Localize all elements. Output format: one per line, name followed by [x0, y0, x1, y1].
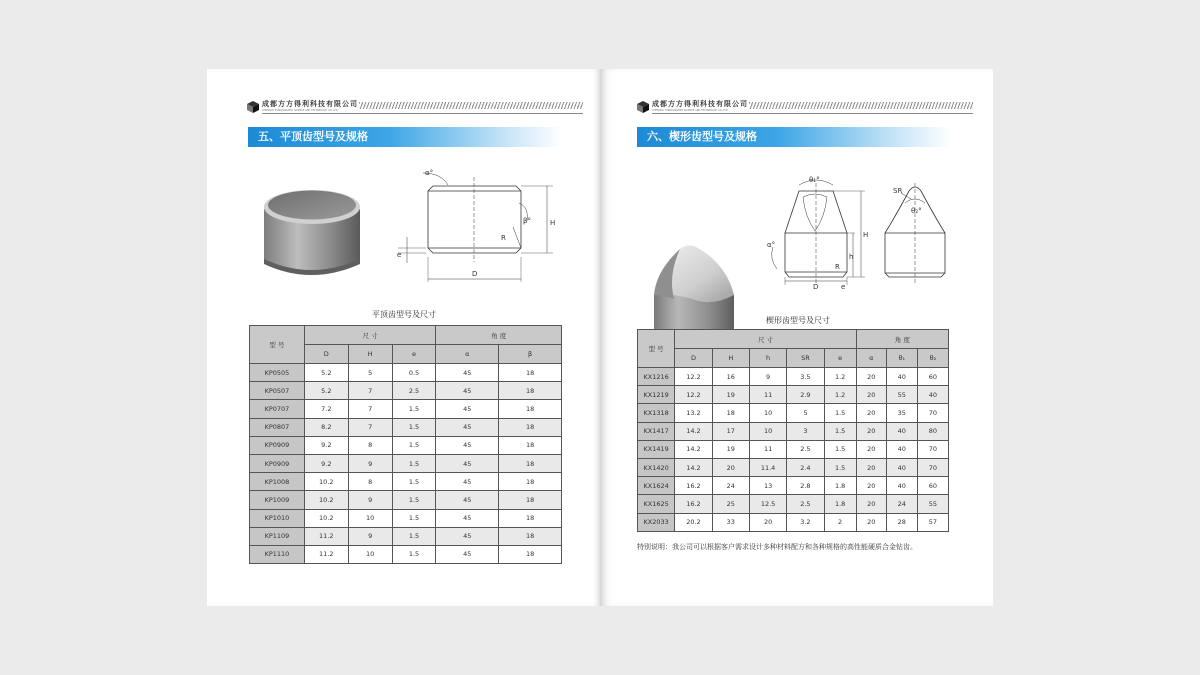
value-cell: 70	[917, 440, 948, 458]
value-cell: 1.8	[824, 495, 856, 513]
value-cell: 1.5	[392, 527, 436, 545]
value-cell: 14.2	[675, 422, 712, 440]
value-cell: 55	[886, 386, 917, 404]
table-caption: 平顶齿型号及尺寸	[372, 310, 436, 319]
value-cell: 1.5	[824, 422, 856, 440]
model-cell: KP1010	[250, 509, 305, 527]
value-cell: 1.5	[392, 509, 436, 527]
value-cell: 13.2	[675, 404, 712, 422]
value-cell: 2.9	[787, 386, 824, 404]
value-cell: 18	[499, 509, 562, 527]
value-cell: 11.2	[304, 545, 348, 563]
table-row	[250, 473, 562, 491]
value-cell: 9	[348, 491, 392, 509]
value-cell: 18	[499, 382, 562, 400]
value-cell: 20.2	[675, 513, 712, 531]
table-row	[638, 368, 949, 386]
value-cell: 19	[712, 440, 749, 458]
value-cell: 80	[917, 422, 948, 440]
model-cell: KP0507	[250, 382, 305, 400]
value-cell: 20	[749, 513, 786, 531]
label-h: H	[550, 219, 556, 227]
value-cell: 10	[749, 422, 786, 440]
section-title: 六、楔形齿型号及规格	[637, 127, 951, 147]
company-logo-icon	[637, 101, 649, 113]
table-row	[250, 491, 562, 509]
value-cell: 45	[436, 473, 499, 491]
value-cell: 18	[499, 527, 562, 545]
value-cell: 18	[712, 404, 749, 422]
model-cell: KX1420	[638, 458, 675, 476]
value-cell: 10	[749, 404, 786, 422]
table-row	[638, 458, 949, 476]
value-cell: 7	[348, 400, 392, 418]
model-cell: KX2033	[638, 513, 675, 531]
model-cell: KX1419	[638, 440, 675, 458]
value-cell: 3	[787, 422, 824, 440]
value-cell: 1.5	[392, 473, 436, 491]
column-header: e	[392, 345, 436, 364]
value-cell: 0.5	[392, 364, 436, 382]
value-cell: 20	[856, 495, 886, 513]
angle-header: 角 度	[856, 330, 948, 349]
model-cell: KX1417	[638, 422, 675, 440]
value-cell: 20	[856, 386, 886, 404]
value-cell: 14.2	[675, 440, 712, 458]
size-header: 尺 寸	[675, 330, 856, 349]
value-cell: 45	[436, 527, 499, 545]
value-cell: 20	[712, 458, 749, 476]
value-cell: 11.2	[304, 527, 348, 545]
label-beta: β°	[523, 217, 531, 225]
table-row	[638, 422, 949, 440]
value-cell: 20	[856, 422, 886, 440]
table-caption: 楔形齿型号及尺寸	[766, 316, 830, 325]
label-e: e	[397, 251, 402, 259]
value-cell: 1.5	[392, 436, 436, 454]
value-cell: 25	[712, 495, 749, 513]
value-cell: 1.5	[392, 491, 436, 509]
wedge-technical-drawing	[765, 173, 985, 293]
value-cell: 5.2	[304, 364, 348, 382]
table-row	[250, 545, 562, 563]
column-header: β	[499, 345, 562, 364]
value-cell: 18	[499, 418, 562, 436]
model-cell: KP1009	[250, 491, 305, 509]
value-cell: 18	[499, 364, 562, 382]
value-cell: 2.5	[787, 495, 824, 513]
flat-top-spec-table	[249, 325, 562, 564]
value-cell: 2	[824, 513, 856, 531]
value-cell: 14.2	[675, 458, 712, 476]
model-header: 型 号	[638, 330, 675, 368]
value-cell: 40	[917, 386, 948, 404]
column-header: α	[856, 349, 886, 368]
table-row	[638, 440, 949, 458]
column-header: e	[824, 349, 856, 368]
label-theta1: θ₁°	[809, 176, 820, 184]
value-cell: 40	[886, 458, 917, 476]
company-name-en: CHENGDU FANGFANGDELI SCIENCE AND TECHNOLOGY CO.,LTD	[262, 109, 338, 112]
page-header	[247, 100, 583, 114]
column-header: α	[436, 345, 499, 364]
model-cell: KP1008	[250, 473, 305, 491]
value-cell: 9	[348, 527, 392, 545]
value-cell: 2.8	[787, 477, 824, 495]
company-logo-icon	[247, 101, 259, 113]
label-r: R	[501, 234, 506, 242]
size-header: 尺 寸	[304, 326, 436, 345]
table-row	[638, 477, 949, 495]
value-cell: 12.2	[675, 368, 712, 386]
value-cell: 70	[917, 404, 948, 422]
table-row	[250, 418, 562, 436]
model-cell: KX1624	[638, 477, 675, 495]
value-cell: 20	[856, 477, 886, 495]
value-cell: 10	[348, 509, 392, 527]
value-cell: 40	[886, 368, 917, 386]
model-cell: KP0909	[250, 454, 305, 472]
label-d: D	[472, 270, 478, 278]
value-cell: 16.2	[675, 495, 712, 513]
company-name: 成都方方得利科技有限公司	[262, 100, 358, 108]
angle-header: 角 度	[436, 326, 562, 345]
label-h-big: H	[863, 231, 869, 239]
table-row	[638, 495, 949, 513]
label-alpha: α°	[425, 169, 434, 177]
value-cell: 8.2	[304, 418, 348, 436]
value-cell: 7.2	[304, 400, 348, 418]
column-header: SR	[787, 349, 824, 368]
value-cell: 45	[436, 509, 499, 527]
value-cell: 17	[712, 422, 749, 440]
model-cell: KP0909	[250, 436, 305, 454]
label-alpha: α°	[767, 241, 776, 249]
column-header: D	[304, 345, 348, 364]
value-cell: 45	[436, 382, 499, 400]
value-cell: 11.4	[749, 458, 786, 476]
value-cell: 60	[917, 477, 948, 495]
value-cell: 13	[749, 477, 786, 495]
value-cell: 8	[348, 473, 392, 491]
value-cell: 18	[499, 473, 562, 491]
value-cell: 45	[436, 454, 499, 472]
section-title: 五、平顶齿型号及规格	[248, 127, 562, 147]
header-hatch	[749, 102, 973, 109]
value-cell: 18	[499, 454, 562, 472]
table-row	[250, 400, 562, 418]
label-d: D	[813, 283, 819, 291]
company-name: 成都方方得利科技有限公司	[652, 100, 748, 108]
value-cell: 45	[436, 400, 499, 418]
value-cell: 45	[436, 418, 499, 436]
model-cell: KX1219	[638, 386, 675, 404]
model-cell: KX1625	[638, 495, 675, 513]
value-cell: 8	[348, 436, 392, 454]
value-cell: 18	[499, 400, 562, 418]
model-cell: KP1109	[250, 527, 305, 545]
value-cell: 40	[886, 422, 917, 440]
value-cell: 19	[712, 386, 749, 404]
value-cell: 1.5	[824, 458, 856, 476]
model-cell: KP0707	[250, 400, 305, 418]
value-cell: 20	[856, 458, 886, 476]
value-cell: 5	[787, 404, 824, 422]
value-cell: 18	[499, 491, 562, 509]
value-cell: 16	[712, 368, 749, 386]
value-cell: 10.2	[304, 509, 348, 527]
value-cell: 3.5	[787, 368, 824, 386]
right-page	[600, 69, 993, 606]
value-cell: 9.2	[304, 454, 348, 472]
column-header: θ₂	[917, 349, 948, 368]
value-cell: 20	[856, 368, 886, 386]
value-cell: 10.2	[304, 491, 348, 509]
label-theta2: θ₂°	[911, 207, 922, 215]
value-cell: 1.5	[392, 400, 436, 418]
value-cell: 70	[917, 458, 948, 476]
model-cell: KP0505	[250, 364, 305, 382]
header-rule	[652, 113, 973, 114]
label-e: e	[841, 283, 846, 291]
table-row	[250, 364, 562, 382]
value-cell: 18	[499, 436, 562, 454]
value-cell: 20	[856, 404, 886, 422]
value-cell: 35	[886, 404, 917, 422]
value-cell: 24	[886, 495, 917, 513]
value-cell: 10	[348, 545, 392, 563]
value-cell: 3.2	[787, 513, 824, 531]
value-cell: 5.2	[304, 382, 348, 400]
value-cell: 55	[917, 495, 948, 513]
table-row	[638, 404, 949, 422]
value-cell: 11	[749, 440, 786, 458]
value-cell: 11	[749, 386, 786, 404]
value-cell: 16.2	[675, 477, 712, 495]
value-cell: 20	[856, 440, 886, 458]
value-cell: 28	[886, 513, 917, 531]
value-cell: 7	[348, 382, 392, 400]
table-row	[638, 513, 949, 531]
special-note: 特别说明：我公司可以根据客户需求设计多种材料配方和各种规格的高性能硬质合金钻齿。	[637, 543, 917, 551]
value-cell: 12.5	[749, 495, 786, 513]
model-cell: KX1216	[638, 368, 675, 386]
column-header: θ₁	[886, 349, 917, 368]
table-row	[250, 454, 562, 472]
column-header: H	[348, 345, 392, 364]
value-cell: 9	[749, 368, 786, 386]
flat-top-technical-drawing	[393, 167, 563, 287]
value-cell: 60	[917, 368, 948, 386]
wedge-spec-table	[637, 329, 949, 532]
column-header: H	[712, 349, 749, 368]
value-cell: 45	[436, 436, 499, 454]
table-row	[638, 386, 949, 404]
label-r: R	[835, 263, 840, 271]
value-cell: 33	[712, 513, 749, 531]
company-name-en: CHENGDU FANGFANGDELI SCIENCE AND TECHNOLOGY CO.,LTD	[652, 109, 728, 112]
value-cell: 1.5	[392, 545, 436, 563]
model-header: 型 号	[250, 326, 305, 364]
value-cell: 1.5	[824, 440, 856, 458]
table-row	[250, 509, 562, 527]
value-cell: 5	[348, 364, 392, 382]
value-cell: 40	[886, 477, 917, 495]
value-cell: 2.4	[787, 458, 824, 476]
value-cell: 40	[886, 440, 917, 458]
value-cell: 1.2	[824, 386, 856, 404]
model-cell: KP1110	[250, 545, 305, 563]
left-page	[207, 69, 600, 606]
value-cell: 12.2	[675, 386, 712, 404]
value-cell: 20	[856, 513, 886, 531]
flat-top-button-image	[259, 185, 365, 285]
value-cell: 9	[348, 454, 392, 472]
value-cell: 1.5	[824, 404, 856, 422]
value-cell: 45	[436, 491, 499, 509]
header-rule	[262, 113, 583, 114]
value-cell: 57	[917, 513, 948, 531]
table-row	[250, 436, 562, 454]
model-cell: KP0807	[250, 418, 305, 436]
value-cell: 45	[436, 545, 499, 563]
value-cell: 24	[712, 477, 749, 495]
table-row	[250, 527, 562, 545]
label-h: h	[849, 253, 854, 261]
value-cell: 2.5	[392, 382, 436, 400]
page-header	[637, 100, 973, 114]
header-hatch	[359, 102, 583, 109]
value-cell: 1.5	[392, 454, 436, 472]
model-cell: KX1318	[638, 404, 675, 422]
value-cell: 10.2	[304, 473, 348, 491]
value-cell: 2.5	[787, 440, 824, 458]
label-sr: SR	[893, 187, 903, 195]
value-cell: 1.8	[824, 477, 856, 495]
column-header: D	[675, 349, 712, 368]
value-cell: 9.2	[304, 436, 348, 454]
value-cell: 18	[499, 545, 562, 563]
value-cell: 45	[436, 364, 499, 382]
value-cell: 1.5	[392, 418, 436, 436]
table-row	[250, 382, 562, 400]
value-cell: 7	[348, 418, 392, 436]
value-cell: 1.2	[824, 368, 856, 386]
column-header: h	[749, 349, 786, 368]
